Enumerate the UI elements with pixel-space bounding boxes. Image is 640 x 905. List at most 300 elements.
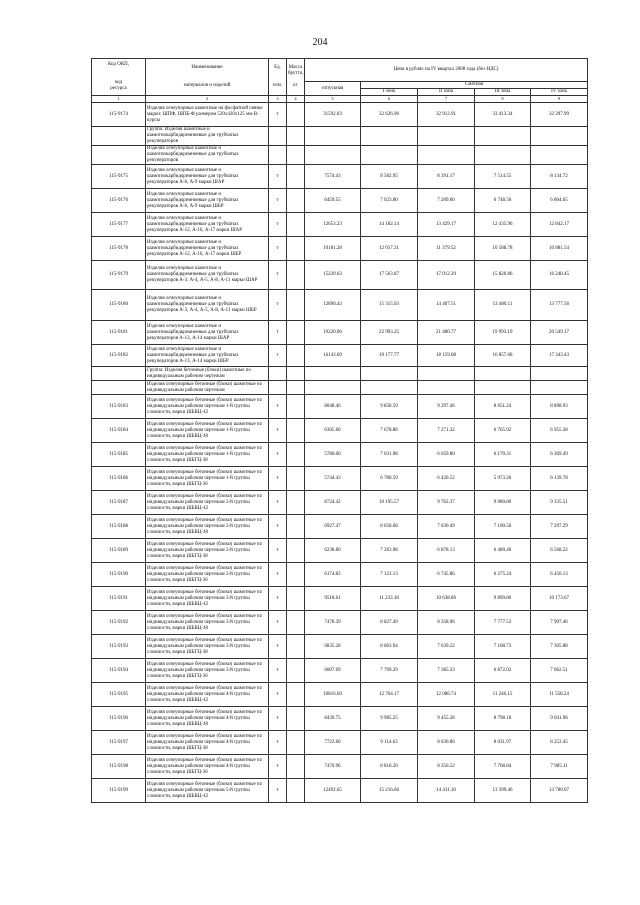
zone3-price-cell: 13 399.46 xyxy=(475,779,531,803)
table-row xyxy=(92,345,588,367)
table-row xyxy=(92,237,588,261)
code-cell: 115-9199 xyxy=(92,779,146,803)
zone2-price-cell: 11 379.52 xyxy=(418,237,475,261)
zone4-price-cell: 10 173.67 xyxy=(531,587,588,611)
release-price-cell xyxy=(305,367,361,381)
release-price-cell: 6459.55 xyxy=(305,189,361,213)
unit-cell: т xyxy=(269,587,287,611)
table-row xyxy=(92,515,588,539)
unit-cell: т xyxy=(269,659,287,683)
release-price-cell: 19220.06 xyxy=(305,321,361,345)
unit-cell: т xyxy=(269,467,287,491)
zone2-price-cell: 9 762.37 xyxy=(418,491,475,515)
zone1-price-cell: 7 263.98 xyxy=(361,539,418,563)
release-price-cell: 6174.82 xyxy=(305,563,361,587)
release-price-cell xyxy=(305,381,361,395)
unit-cell: т xyxy=(269,779,287,803)
zone4-price-cell: 6 369.49 xyxy=(531,443,588,467)
zone4-price-cell: 13 780.07 xyxy=(531,779,588,803)
zone3-price-cell: 7 777.53 xyxy=(475,611,531,635)
zone1-price-cell: 12 017.31 xyxy=(361,237,418,261)
zone4-price-cell: 9 335.51 xyxy=(531,491,588,515)
code-cell: 115-9184 xyxy=(92,419,146,443)
zone3-price-cell: 13 480.11 xyxy=(475,290,531,321)
zone1-price-cell: 8 058.68 xyxy=(361,515,418,539)
name-cell: Изделия огнеупорные шамотные и шамотнокарбидкремниевые для трубчатых рекуператоров А-12, А-16, А-17 марки ШБР xyxy=(146,237,269,261)
release-price-cell: 10816.69 xyxy=(305,683,361,707)
zone3-price-cell: 12 435.96 xyxy=(475,213,531,237)
name-cell: Изделия огнеупорные шамотные и шамотнокарбидкремниевые для трубчатых рекуператоров xyxy=(146,146,269,165)
table-row xyxy=(92,103,588,127)
unit-cell xyxy=(269,381,287,395)
table-body xyxy=(92,103,588,803)
code-cell: 115-9177 xyxy=(92,213,146,237)
zone1-price-cell: 15 216.66 xyxy=(361,779,418,803)
table-row xyxy=(92,165,588,189)
table-row xyxy=(92,146,588,165)
zone4-price-cell: 6 139.78 xyxy=(531,467,588,491)
unit-cell: т xyxy=(269,611,287,635)
header-zone3: III зона xyxy=(475,89,531,96)
release-price-cell xyxy=(305,146,361,165)
unit-cell: т xyxy=(269,755,287,779)
zone3-price-cell: 5 973.26 xyxy=(475,467,531,491)
zone3-price-cell: 6 765.92 xyxy=(475,419,531,443)
table-row xyxy=(92,779,588,803)
zone4-price-cell: 9 041.96 xyxy=(531,707,588,731)
zone2-price-cell xyxy=(418,127,475,146)
zone2-price-cell: 14 407.51 xyxy=(418,290,475,321)
unit-cell xyxy=(269,127,287,146)
unit-cell xyxy=(269,146,287,165)
price-table xyxy=(91,58,588,803)
release-price-cell: 6835.28 xyxy=(305,635,361,659)
zone2-price-cell: 6 420.52 xyxy=(418,467,475,491)
zone2-price-cell: 9 455.28 xyxy=(418,707,475,731)
zone3-price-cell xyxy=(475,127,531,146)
header-code xyxy=(92,59,146,96)
name-cell: Изделия огнеупорные бетонные (блоки) шамотные по индивидуальным рабочим чертежам 4-й группы сложности, марки ШБВЦ-42 xyxy=(146,683,269,707)
table-row xyxy=(92,755,588,779)
name-cell: Изделия огнеупорные бетонные (блоки) шамотные по индивидуальным рабочим чертежам 3-й группы сложности, марки ШБВЦ-42 xyxy=(146,587,269,611)
table-row xyxy=(92,659,588,683)
zone2-price-cell: 12 086.74 xyxy=(418,683,475,707)
table-row xyxy=(92,261,588,290)
mass-cell xyxy=(287,659,305,683)
code-cell: 115-9181 xyxy=(92,321,146,345)
mass-cell xyxy=(287,707,305,731)
zone2-price-cell: 10 638.86 xyxy=(418,587,475,611)
table-row xyxy=(92,563,588,587)
zone3-price-cell: 6 872.02 xyxy=(475,659,531,683)
code-cell xyxy=(92,381,146,395)
name-cell: Изделия огнеупорные шамотные и шамотнокарбидкремниевые для трубчатых рекуператоров А-12, А-16, А-17 марки ШАР xyxy=(146,213,269,237)
mass-cell xyxy=(287,237,305,261)
index-cell: 7 xyxy=(418,96,475,103)
zone2-price-cell: 8 391.17 xyxy=(418,165,475,189)
release-price-cell: 7574.43 xyxy=(305,165,361,189)
name-cell: Изделия огнеупорные бетонные (блоки) шамотные по индивидуальным рабочим чертежам 2-й группы сложности, марки ШБВЦ-42 xyxy=(146,491,269,515)
zone4-price-cell: 13 777.56 xyxy=(531,290,588,321)
zone4-price-cell: 6 955.38 xyxy=(531,419,588,443)
index-row xyxy=(92,96,588,103)
zone3-price-cell: 16 857.68 xyxy=(475,345,531,367)
header-zone4: IV зона xyxy=(531,89,588,96)
mass-cell xyxy=(287,103,305,127)
unit-cell: т xyxy=(269,103,287,127)
header-name xyxy=(146,59,269,96)
zone2-price-cell: 13 429.17 xyxy=(418,213,475,237)
group-title: Группа: Изделия бетонные (блоки) шамотные по индивидуальным рабочим чертежам xyxy=(146,367,269,381)
index-cell: 4 xyxy=(287,96,305,103)
zone4-price-cell: 12 842.17 xyxy=(531,213,588,237)
name-cell: Изделия огнеупорные бетонные (блоки) шамотные по индивидуальным рабочим чертежам 4-й группы сложности, марки ШБГЦ-36 xyxy=(146,755,269,779)
zone1-price-cell: 7 023.80 xyxy=(361,189,418,213)
code-cell: 115-9187 xyxy=(92,491,146,515)
release-price-cell: 8048.46 xyxy=(305,395,361,419)
release-price-cell xyxy=(305,127,361,146)
zone4-price-cell: 6 804.65 xyxy=(531,189,588,213)
mass-cell xyxy=(287,779,305,803)
index-cell: 5 xyxy=(305,96,361,103)
release-price-cell: 16143.69 xyxy=(305,345,361,367)
zone4-price-cell: 7 997.46 xyxy=(531,611,588,635)
unit-cell: т xyxy=(269,290,287,321)
code-cell: 115-9189 xyxy=(92,539,146,563)
zone3-price-cell: 10 588.78 xyxy=(475,237,531,261)
table-row xyxy=(92,491,588,515)
release-price-cell: 9518.61 xyxy=(305,587,361,611)
zone4-price-cell: 8 898.93 xyxy=(531,395,588,419)
unit-cell: т xyxy=(269,345,287,367)
header-zone2: II зона xyxy=(418,89,475,96)
code-cell xyxy=(92,367,146,381)
zone4-price-cell: 17 343.43 xyxy=(531,345,588,367)
release-price-cell: 5744.43 xyxy=(305,467,361,491)
zone1-price-cell: 8 827.49 xyxy=(361,611,418,635)
name-cell: Изделия огнеупорные бетонные (блоки) шамотные по индивидуальным рабочим чертежам 5-й группы сложности, марки ШБВЦ-42 xyxy=(146,779,269,803)
release-price-cell: 12653.23 xyxy=(305,213,361,237)
zone3-price-cell: 8 651.24 xyxy=(475,395,531,419)
index-cell: 3 xyxy=(269,96,287,103)
header-unit xyxy=(269,59,287,96)
name-cell: Изделия огнеупорные шамотные и шамотнокарбидкремниевые для трубчатых рекуператоров А-6, А-9 марки ШБР xyxy=(146,189,269,213)
table-row xyxy=(92,189,588,213)
name-cell: Изделия огнеупорные бетонные (блоки) шамотные по индивидуальным рабочим чертежам 2-й группы сложности, марки ШБГЦ-38 xyxy=(146,539,269,563)
release-price-cell: 7478.39 xyxy=(305,611,361,635)
release-price-cell: 31592.03 xyxy=(305,103,361,127)
unit-cell: т xyxy=(269,395,287,419)
zone1-price-cell: 12 764.17 xyxy=(361,683,418,707)
zone4-price-cell xyxy=(531,367,588,381)
header-mass-line2: брутто, xyxy=(288,71,304,76)
zone3-price-cell: 7 514.55 xyxy=(475,165,531,189)
zone2-price-cell: 6 878.13 xyxy=(418,539,475,563)
code-cell: 115-9183 xyxy=(92,395,146,419)
zone1-price-cell: 14 182.14 xyxy=(361,213,418,237)
release-price-cell: 12890.43 xyxy=(305,290,361,321)
release-price-cell: 10181.28 xyxy=(305,237,361,261)
release-price-cell: 6238.80 xyxy=(305,539,361,563)
zone2-price-cell xyxy=(418,146,475,165)
zone1-price-cell: 10 195.57 xyxy=(361,491,418,515)
zone3-price-cell xyxy=(475,367,531,381)
zone2-price-cell: 21 480.77 xyxy=(418,321,475,345)
release-price-cell: 7470.96 xyxy=(305,755,361,779)
zone4-price-cell: 7 297.29 xyxy=(531,515,588,539)
zone3-price-cell: 6 170.31 xyxy=(475,443,531,467)
release-price-cell: 8439.75 xyxy=(305,707,361,731)
zone2-price-cell: 8 358.96 xyxy=(418,611,475,635)
unit-cell: т xyxy=(269,189,287,213)
name-cell: Изделия огнеупорные бетонные (блоки) шамотные по индивидуальным рабочим чертежам 3-й группы сложности, марки ШБГЦ-36 xyxy=(146,659,269,683)
unit-cell: т xyxy=(269,731,287,755)
zone4-price-cell xyxy=(531,146,588,165)
zone4-price-cell: 20 549.17 xyxy=(531,321,588,345)
header-code-sub2: ресурса xyxy=(110,86,127,91)
unit-cell: т xyxy=(269,237,287,261)
zone2-price-cell: 6 745.86 xyxy=(418,563,475,587)
zone4-price-cell: 6 568.22 xyxy=(531,539,588,563)
zone1-price-cell: 22 993.25 xyxy=(361,321,418,345)
mass-cell xyxy=(287,419,305,443)
name-cell: Изделия огнеупорные бетонные (блоки) шамотные по индивидуальным рабочим чертежам 4-й группы сложности, марки ШБВЦ-40 xyxy=(146,707,269,731)
release-price-cell: 12492.65 xyxy=(305,779,361,803)
zone2-price-cell: 7 639.22 xyxy=(418,635,475,659)
unit-cell: т xyxy=(269,539,287,563)
zone1-price-cell: 9 858.59 xyxy=(361,395,418,419)
mass-cell xyxy=(287,261,305,290)
unit-cell: т xyxy=(269,165,287,189)
name-cell: Изделия огнеупорные бетонные (блоки) шамотные по индивидуальным рабочим чертежам 3-й группы сложности, марки ШБВЦ-40 xyxy=(146,611,269,635)
zone2-price-cell: 6 659.80 xyxy=(418,443,475,467)
unit-cell: т xyxy=(269,707,287,731)
code-cell: 115-9185 xyxy=(92,443,146,467)
zone2-price-cell: 9 297.46 xyxy=(418,395,475,419)
zone3-price-cell: 9 080.80 xyxy=(475,491,531,515)
name-cell: Изделия огнеупорные бетонные (блоки) шамотные по индивидуальным рабочим чертежам 1-й группы сложности, марки ШБГЦ-38 xyxy=(146,443,269,467)
name-cell: Изделия огнеупорные бетонные (блоки) шамотные по индивидуальным рабочим чертежам 1-й группы сложности, марки ШБГЦ-36 xyxy=(146,467,269,491)
zone3-price-cell: 9 899.80 xyxy=(475,587,531,611)
zone3-price-cell: 8 031.97 xyxy=(475,731,531,755)
header-zone1: I зона xyxy=(361,89,418,96)
zone2-price-cell: 8 350.22 xyxy=(418,755,475,779)
header-release: отпускная xyxy=(305,82,361,96)
code-cell: 115-9193 xyxy=(92,635,146,659)
name-cell: Изделия огнеупорные шамотные на фосфатной связке марки: ШПФ, ШПБ-Ф размером 520x420x125 мм В-курсы xyxy=(146,103,269,127)
page-number: 204 xyxy=(312,37,328,48)
unit-cell: т xyxy=(269,563,287,587)
zone1-price-cell: 7 799.29 xyxy=(361,659,418,683)
table-row xyxy=(92,539,588,563)
zone4-price-cell: 16 248.45 xyxy=(531,261,588,290)
zone1-price-cell: 6 780.59 xyxy=(361,467,418,491)
table-row xyxy=(92,467,588,491)
release-price-cell: 6305.60 xyxy=(305,419,361,443)
zone3-price-cell: 6 748.56 xyxy=(475,189,531,213)
mass-cell xyxy=(287,290,305,321)
zone1-price-cell: 7 031.98 xyxy=(361,443,418,467)
zone3-price-cell xyxy=(475,146,531,165)
zone3-price-cell xyxy=(475,381,531,395)
header-smeta: Сметная xyxy=(361,82,588,89)
unit-cell: т xyxy=(269,515,287,539)
index-cell: 1 xyxy=(92,96,146,103)
zone4-price-cell xyxy=(531,127,588,146)
zone1-price-cell: 9 985.25 xyxy=(361,707,418,731)
index-cell: 9 xyxy=(531,96,588,103)
table-row xyxy=(92,707,588,731)
code-cell: 115-9196 xyxy=(92,707,146,731)
mass-cell xyxy=(287,146,305,165)
group-title: Группа: Изделия шамотные и шамотнокарбидкремниевые для трубчатых рекуператоров xyxy=(146,127,269,146)
release-price-cell: 6607.69 xyxy=(305,659,361,683)
header-unit-line2: изм. xyxy=(273,83,282,88)
zone3-price-cell: 8 798.18 xyxy=(475,707,531,731)
header-price-title: Цена в рублях на IV квартал 2008 года (без НДС) xyxy=(305,59,588,82)
table-row xyxy=(92,443,588,467)
header-mass-line3: кг xyxy=(293,83,298,88)
table-row xyxy=(92,587,588,611)
zone4-price-cell xyxy=(531,381,588,395)
code-cell: 115-9194 xyxy=(92,659,146,683)
name-cell: Изделия огнеупорные бетонные (блоки) шамотные по индивидуальным рабочим чертежам 2-й группы сложности, марки ШБГЦ-36 xyxy=(146,563,269,587)
header-code-sub: код xyxy=(114,80,123,85)
mass-cell xyxy=(287,321,305,345)
unit-cell: т xyxy=(269,635,287,659)
code-cell: 115-9191 xyxy=(92,587,146,611)
header-mass-line1: Масса xyxy=(288,65,303,70)
mass-cell xyxy=(287,683,305,707)
zone1-price-cell xyxy=(361,146,418,165)
header-name-line1: Наименование xyxy=(191,65,223,70)
code-cell: 115-9174 xyxy=(92,103,146,127)
zone1-price-cell: 15 315.93 xyxy=(361,290,418,321)
unit-cell: т xyxy=(269,419,287,443)
zone2-price-cell: 18 159.08 xyxy=(418,345,475,367)
release-price-cell: 6927.47 xyxy=(305,515,361,539)
zone4-price-cell: 7 305.88 xyxy=(531,635,588,659)
zone1-price-cell xyxy=(361,367,418,381)
table-row xyxy=(92,213,588,237)
zone1-price-cell: 19 177.77 xyxy=(361,345,418,367)
zone3-price-cell: 33 413.34 xyxy=(475,103,531,127)
table-row xyxy=(92,731,588,755)
name-cell: Изделия огнеупорные шамотные и шамотнокарбидкремниевые для трубчатых рекуператоров А-6, А-9 марки ШАР xyxy=(146,165,269,189)
code-cell: 115-9192 xyxy=(92,611,146,635)
zone4-price-cell: 8 134.72 xyxy=(531,165,588,189)
release-price-cell: 7722.60 xyxy=(305,731,361,755)
zone4-price-cell: 32 397.99 xyxy=(531,103,588,127)
unit-cell: т xyxy=(269,261,287,290)
zone2-price-cell: 17 012.20 xyxy=(418,261,475,290)
code-cell: 115-9179 xyxy=(92,261,146,290)
zone2-price-cell: 14 411.10 xyxy=(418,779,475,803)
code-cell: 115-9190 xyxy=(92,563,146,587)
name-cell: Изделия огнеупорные бетонные (блоки) шамотные по индивидуальным рабочим чертежам xyxy=(146,381,269,395)
zone3-price-cell: 15 820.86 xyxy=(475,261,531,290)
zone1-price-cell: 7 678.88 xyxy=(361,419,418,443)
code-cell: 115-9197 xyxy=(92,731,146,755)
name-cell: Изделия огнеупорные бетонные (блоки) шамотные по индивидуальным рабочим чертежам 1-й группы сложности, марки ШБВЦ-42 xyxy=(146,395,269,419)
zone3-price-cell: 6 400.46 xyxy=(475,539,531,563)
mass-cell xyxy=(287,635,305,659)
index-cell: 2 xyxy=(146,96,269,103)
mass-cell xyxy=(287,165,305,189)
zone3-price-cell: 7 768.84 xyxy=(475,755,531,779)
mass-cell xyxy=(287,563,305,587)
name-cell: Изделия огнеупорные шамотные и шамотнокарбидкремниевые для трубчатых рекуператоров А-3, А-4, А-5, А-8, А-11 марки ШБР xyxy=(146,290,269,321)
zone1-price-cell: 32 626.96 xyxy=(361,103,418,127)
name-cell: Изделия огнеупорные шамотные и шамотнокарбидкремниевые для трубчатых рекуператоров А-13, А-14 марки ШБР xyxy=(146,345,269,367)
name-cell: Изделия огнеупорные бетонные (блоки) шамотные по индивидуальным рабочим чертежам 3-й группы сложности, марки ШБГЦ-38 xyxy=(146,635,269,659)
zone3-price-cell: 11 246.15 xyxy=(475,683,531,707)
zone3-price-cell: 19 993.19 xyxy=(475,321,531,345)
zone2-price-cell xyxy=(418,381,475,395)
zone1-price-cell: 9 114.63 xyxy=(361,731,418,755)
zone2-price-cell: 32 912.91 xyxy=(418,103,475,127)
code-cell: 115-9178 xyxy=(92,237,146,261)
table-row xyxy=(92,635,588,659)
zone2-price-cell: 7 630.49 xyxy=(418,515,475,539)
zone1-price-cell xyxy=(361,127,418,146)
mass-cell xyxy=(287,127,305,146)
unit-cell xyxy=(269,367,287,381)
zone1-price-cell: 11 233.18 xyxy=(361,587,418,611)
zone3-price-cell: 6 275.24 xyxy=(475,563,531,587)
mass-cell xyxy=(287,467,305,491)
zone4-price-cell: 8 253.45 xyxy=(531,731,588,755)
table-row xyxy=(92,321,588,345)
table-row xyxy=(92,381,588,395)
mass-cell xyxy=(287,611,305,635)
code-cell: 115-9176 xyxy=(92,189,146,213)
name-cell: Изделия огнеупорные шамотные и шамотнокарбидкремниевые для трубчатых рекуператоров А-3, А-4, А-5, А-8, А-11 марки ШАР xyxy=(146,261,269,290)
mass-cell xyxy=(287,443,305,467)
release-price-cell: 8724.42 xyxy=(305,491,361,515)
index-cell: 8 xyxy=(475,96,531,103)
zone1-price-cell: 8 063.94 xyxy=(361,635,418,659)
zone1-price-cell xyxy=(361,381,418,395)
header-name-line2: материалов и изделий xyxy=(183,83,231,88)
mass-cell xyxy=(287,539,305,563)
name-cell: Изделия огнеупорные бетонные (блоки) шамотные по индивидуальным рабочим чертежам 4-й группы сложности, марки ШБГЦ-38 xyxy=(146,731,269,755)
header-unit-line1: Ед. xyxy=(274,65,281,70)
code-cell: 115-9175 xyxy=(92,165,146,189)
zone2-price-cell xyxy=(418,367,475,381)
header-row-1 xyxy=(92,59,588,82)
mass-cell xyxy=(287,367,305,381)
code-cell: 115-9186 xyxy=(92,467,146,491)
code-cell: 115-9195 xyxy=(92,683,146,707)
table-row xyxy=(92,290,588,321)
release-price-cell: 15220.63 xyxy=(305,261,361,290)
release-price-cell: 5780.00 xyxy=(305,443,361,467)
unit-cell: т xyxy=(269,443,287,467)
name-cell: Изделия огнеупорные бетонные (блоки) шамотные по индивидуальным рабочим чертежам 2-й группы сложности, марки ШБВЦ-40 xyxy=(146,515,269,539)
unit-cell: т xyxy=(269,213,287,237)
code-cell: 115-9198 xyxy=(92,755,146,779)
zone2-price-cell: 7 385.33 xyxy=(418,659,475,683)
name-cell: Изделия огнеупорные бетонные (блоки) шамотные по индивидуальным рабочим чертежам 1-й группы сложности, марки ШБВЦ-40 xyxy=(146,419,269,443)
table-row xyxy=(92,395,588,419)
unit-cell: т xyxy=(269,321,287,345)
group-row xyxy=(92,127,588,146)
table-row xyxy=(92,419,588,443)
zone1-price-cell: 8 818.20 xyxy=(361,755,418,779)
mass-cell xyxy=(287,381,305,395)
zone3-price-cell: 7 100.56 xyxy=(475,515,531,539)
